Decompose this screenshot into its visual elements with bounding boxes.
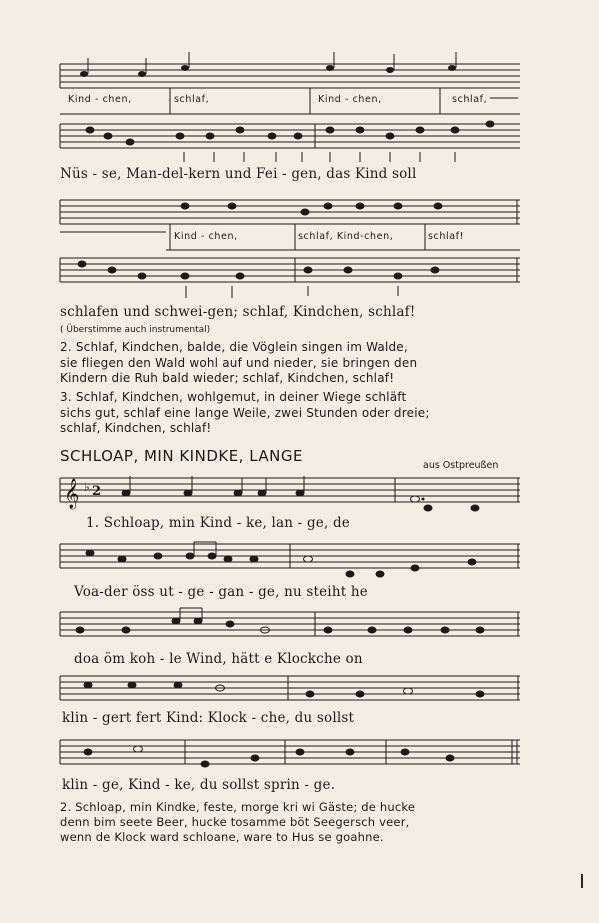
upper-lyric-e: Kind - chen, [174,231,238,242]
song2-lyrics-2: Voa-der öss ut - ge - gan - ge, nu steiht he [74,584,368,600]
upper-lyric-c: Kind - chen, [318,94,382,105]
song2-lyrics-4: klin - gert fert Kind: Klock - che, du sollst [62,710,355,726]
svg-text:𝄞: 𝄞 [64,479,80,509]
song2-staff-4 [60,672,520,712]
lyrics-line-2: schlafen und schwei-gen; schlaf, Kindchen, schlaf! [60,304,416,320]
time-signature: 2 [92,484,102,499]
upper-lyric-d: schlaf, [452,94,488,105]
lyrics-line-1: Nüs - se, Man-del-kern und Fei - gen, das Kind soll [60,166,417,182]
staff-system-1 [60,58,520,218]
staff-system-2 [60,196,520,306]
song2-verse-2: 2. Schloap, min Kindke, feste, morge kri wi Gäste; de hucke denn bim seete Beer, hucke tosamme böt Seegersch veer, wenn de Klock ward schloane, ware to Hus se goahne. [60,800,416,844]
upper-lyric-a: Kind - chen, [68,94,132,105]
song2-lyrics-3: doa öm koh - le Wind, hätt e Klockche on [74,651,363,667]
upper-lyric-b: schlaf, [174,94,210,105]
song-title: SCHLOAP, MIN KINDKE, LANGE [60,447,304,465]
svg-text:♭: ♭ [84,480,90,494]
song2-staff-1 [60,474,520,514]
upper-lyric-f: schlaf, Kind-chen, [298,231,394,242]
song2-lyrics-1: 1. Schloap, min Kind - ke, lan - ge, de [86,515,350,531]
lower-staff-1 [60,121,520,162]
song-origin: aus Ostpreußen [423,460,499,471]
verse-2: 2. Schlaf, Kindchen, balde, die Vöglein singen im Walde, sie fliegen den Wald wohl auf und nieder, sie bringen den Kindern die Ruh bald wieder; schlaf, Kindchen, schlaf! [60,340,418,385]
instrument-note: ( Überstimme auch instrumental) [60,325,211,335]
song2-lyrics-5: klin - ge, Kind - ke, du sollst sprin - ge. [62,777,336,793]
verse-3: 3. Schlaf, Kindchen, wohlgemut, in deiner Wiege schläft sichs gut, schlaf eine lange Weile, zwei Stunden oder dreie; schlaf, Kindchen, schlaf! [60,390,430,435]
upper-lyric-g: schlaf! [428,231,465,242]
song2-staff-2 [60,540,520,580]
song2-staff-5 [60,736,520,776]
page-edge-mark [581,874,583,888]
song2-staff-3 [60,608,520,648]
